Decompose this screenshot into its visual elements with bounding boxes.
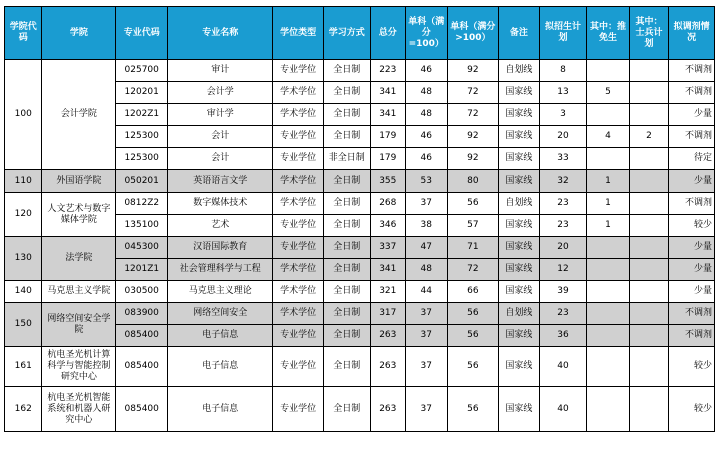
header-degree-type: 学位类型 (273, 7, 324, 60)
soldier-plan-cell (629, 259, 669, 281)
study-mode-cell: 全日制 (324, 387, 371, 432)
study-mode-cell: 全日制 (324, 60, 371, 82)
recommended-cell: 1 (587, 193, 630, 215)
header-adjustment: 拟调剂情况 (669, 7, 715, 60)
total-score-cell: 179 (370, 126, 405, 148)
single-100-cell: 37 (406, 387, 448, 432)
recommended-cell (587, 325, 630, 347)
total-score-cell: 317 (370, 303, 405, 325)
note-cell: 国家线 (499, 170, 540, 193)
soldier-plan-cell (629, 193, 669, 215)
single-over-100-cell: 92 (447, 148, 499, 170)
adjustment-cell: 不调剂 (669, 82, 715, 104)
degree-type-cell: 专业学位 (273, 148, 324, 170)
major-code-cell: 1201Z1 (116, 259, 168, 281)
plan-cell: 40 (539, 347, 587, 387)
table-row (5, 237, 715, 259)
table-row (5, 303, 715, 325)
college-name-cell: 网络空间安全学院 (42, 303, 116, 347)
table-row (5, 347, 715, 387)
adjustment-cell: 少量 (669, 237, 715, 259)
degree-type-cell: 专业学位 (273, 347, 324, 387)
major-code-cell: 135100 (116, 215, 168, 237)
major-name-cell: 电子信息 (168, 347, 273, 387)
single-over-100-cell: 72 (447, 104, 499, 126)
header-major-name: 专业名称 (168, 7, 273, 60)
adjustment-cell: 不调剂 (669, 325, 715, 347)
recommended-cell (587, 347, 630, 387)
study-mode-cell: 全日制 (324, 325, 371, 347)
study-mode-cell: 全日制 (324, 259, 371, 281)
adjustment-cell: 较少 (669, 215, 715, 237)
major-code-cell: 1202Z1 (116, 104, 168, 126)
study-mode-cell: 全日制 (324, 193, 371, 215)
recommended-cell (587, 259, 630, 281)
degree-type-cell: 专业学位 (273, 325, 324, 347)
plan-cell: 33 (539, 148, 587, 170)
header-total-score: 总分 (370, 7, 405, 60)
single-over-100-cell: 72 (447, 82, 499, 104)
study-mode-cell: 非全日制 (324, 148, 371, 170)
note-cell: 自划线 (499, 193, 540, 215)
recommended-cell: 5 (587, 82, 630, 104)
table-row (5, 60, 715, 82)
college-code-cell: 162 (5, 387, 42, 432)
major-code-cell: 085400 (116, 347, 168, 387)
single-100-cell: 48 (406, 82, 448, 104)
total-score-cell: 263 (370, 347, 405, 387)
recommended-cell (587, 303, 630, 325)
single-over-100-cell: 56 (447, 387, 499, 432)
header-row (5, 7, 715, 60)
note-cell: 国家线 (499, 259, 540, 281)
single-100-cell: 37 (406, 303, 448, 325)
adjustment-cell: 少量 (669, 104, 715, 126)
single-100-cell: 47 (406, 237, 448, 259)
major-name-cell: 会计学 (168, 82, 273, 104)
plan-cell: 23 (539, 303, 587, 325)
note-cell: 自划线 (499, 60, 540, 82)
header-college: 学院 (42, 7, 116, 60)
study-mode-cell: 全日制 (324, 237, 371, 259)
degree-type-cell: 专业学位 (273, 126, 324, 148)
major-name-cell: 审计学 (168, 104, 273, 126)
college-code-cell: 150 (5, 303, 42, 347)
admission-table (4, 6, 715, 432)
note-cell: 国家线 (499, 104, 540, 126)
degree-type-cell: 学术学位 (273, 193, 324, 215)
single-over-100-cell: 57 (447, 215, 499, 237)
college-code-cell: 130 (5, 237, 42, 281)
major-code-cell: 083900 (116, 303, 168, 325)
soldier-plan-cell (629, 325, 669, 347)
single-over-100-cell: 92 (447, 60, 499, 82)
note-cell: 国家线 (499, 148, 540, 170)
college-code-cell: 140 (5, 281, 42, 303)
degree-type-cell: 专业学位 (273, 237, 324, 259)
single-100-cell: 48 (406, 104, 448, 126)
adjustment-cell: 少量 (669, 281, 715, 303)
plan-cell: 3 (539, 104, 587, 126)
major-name-cell: 马克思主义理论 (168, 281, 273, 303)
recommended-cell: 1 (587, 215, 630, 237)
major-code-cell: 030500 (116, 281, 168, 303)
adjustment-cell: 较少 (669, 387, 715, 432)
major-name-cell: 审计 (168, 60, 273, 82)
study-mode-cell: 全日制 (324, 126, 371, 148)
table-row (5, 193, 715, 215)
study-mode-cell: 全日制 (324, 104, 371, 126)
plan-cell: 13 (539, 82, 587, 104)
recommended-cell (587, 387, 630, 432)
recommended-cell (587, 237, 630, 259)
college-name-cell: 杭电圣光机智能系统和机器人研究中心 (42, 387, 116, 432)
major-name-cell: 会计 (168, 126, 273, 148)
plan-cell: 40 (539, 387, 587, 432)
total-score-cell: 263 (370, 325, 405, 347)
major-name-cell: 汉语国际教育 (168, 237, 273, 259)
total-score-cell: 355 (370, 170, 405, 193)
table-header (5, 7, 715, 60)
degree-type-cell: 专业学位 (273, 387, 324, 432)
major-code-cell: 025700 (116, 60, 168, 82)
note-cell: 自划线 (499, 303, 540, 325)
major-name-cell: 会计 (168, 148, 273, 170)
table-row (5, 281, 715, 303)
college-code-cell: 100 (5, 60, 42, 170)
single-over-100-cell: 56 (447, 193, 499, 215)
note-cell: 国家线 (499, 82, 540, 104)
college-name-cell: 会计学院 (42, 60, 116, 170)
soldier-plan-cell (629, 347, 669, 387)
header-recommended: 其中：推免生 (587, 7, 630, 60)
college-code-cell: 161 (5, 347, 42, 387)
single-over-100-cell: 66 (447, 281, 499, 303)
total-score-cell: 346 (370, 215, 405, 237)
total-score-cell: 179 (370, 148, 405, 170)
major-code-cell: 0812Z2 (116, 193, 168, 215)
single-100-cell: 37 (406, 325, 448, 347)
header-college-code: 学院代码 (5, 7, 42, 60)
plan-cell: 32 (539, 170, 587, 193)
adjustment-cell: 不调剂 (669, 60, 715, 82)
single-100-cell: 44 (406, 281, 448, 303)
study-mode-cell: 全日制 (324, 347, 371, 387)
recommended-cell (587, 60, 630, 82)
single-over-100-cell: 56 (447, 303, 499, 325)
recommended-cell (587, 148, 630, 170)
plan-cell: 20 (539, 126, 587, 148)
plan-cell: 12 (539, 259, 587, 281)
recommended-cell: 1 (587, 170, 630, 193)
total-score-cell: 337 (370, 237, 405, 259)
degree-type-cell: 学术学位 (273, 82, 324, 104)
header-soldier-plan: 其中：士兵计划 (629, 7, 669, 60)
major-code-cell: 125300 (116, 148, 168, 170)
header-single-100: 单科（满分=100） (406, 7, 448, 60)
note-cell: 国家线 (499, 347, 540, 387)
recommended-cell (587, 104, 630, 126)
total-score-cell: 268 (370, 193, 405, 215)
major-name-cell: 电子信息 (168, 387, 273, 432)
note-cell: 国家线 (499, 325, 540, 347)
college-name-cell: 杭电圣光机计算科学与智能控制研究中心 (42, 347, 116, 387)
degree-type-cell: 专业学位 (273, 215, 324, 237)
total-score-cell: 341 (370, 82, 405, 104)
adjustment-cell: 少量 (669, 259, 715, 281)
plan-cell: 36 (539, 325, 587, 347)
plan-cell: 23 (539, 193, 587, 215)
degree-type-cell: 学术学位 (273, 281, 324, 303)
adjustment-cell: 不调剂 (669, 126, 715, 148)
college-code-cell: 110 (5, 170, 42, 193)
total-score-cell: 341 (370, 104, 405, 126)
major-code-cell: 125300 (116, 126, 168, 148)
study-mode-cell: 全日制 (324, 215, 371, 237)
adjustment-cell: 待定 (669, 148, 715, 170)
total-score-cell: 223 (370, 60, 405, 82)
note-cell: 国家线 (499, 126, 540, 148)
plan-cell: 8 (539, 60, 587, 82)
total-score-cell: 321 (370, 281, 405, 303)
major-code-cell: 120201 (116, 82, 168, 104)
total-score-cell: 341 (370, 259, 405, 281)
single-100-cell: 46 (406, 60, 448, 82)
study-mode-cell: 全日制 (324, 82, 371, 104)
degree-type-cell: 学术学位 (273, 170, 324, 193)
single-100-cell: 46 (406, 126, 448, 148)
major-code-cell: 045300 (116, 237, 168, 259)
single-over-100-cell: 71 (447, 237, 499, 259)
soldier-plan-cell (629, 281, 669, 303)
soldier-plan-cell (629, 237, 669, 259)
table-row (5, 387, 715, 432)
soldier-plan-cell: 2 (629, 126, 669, 148)
adjustment-cell: 少量 (669, 170, 715, 193)
adjustment-cell: 不调剂 (669, 193, 715, 215)
header-major-code: 专业代码 (116, 7, 168, 60)
single-100-cell: 46 (406, 148, 448, 170)
adjustment-cell: 较少 (669, 347, 715, 387)
study-mode-cell: 全日制 (324, 281, 371, 303)
note-cell: 国家线 (499, 237, 540, 259)
major-code-cell: 085400 (116, 325, 168, 347)
major-name-cell: 艺术 (168, 215, 273, 237)
recommended-cell (587, 281, 630, 303)
header-single-over-100: 单科（满分>100） (447, 7, 499, 60)
soldier-plan-cell (629, 303, 669, 325)
college-name-cell: 马克思主义学院 (42, 281, 116, 303)
single-100-cell: 37 (406, 193, 448, 215)
soldier-plan-cell (629, 148, 669, 170)
admission-table-container (4, 6, 715, 432)
header-study-mode: 学习方式 (324, 7, 371, 60)
major-name-cell: 电子信息 (168, 325, 273, 347)
header-note: 备注 (499, 7, 540, 60)
adjustment-cell: 不调剂 (669, 303, 715, 325)
plan-cell: 23 (539, 215, 587, 237)
single-100-cell: 53 (406, 170, 448, 193)
soldier-plan-cell (629, 170, 669, 193)
header-plan: 拟招生计划 (539, 7, 587, 60)
college-name-cell: 外国语学院 (42, 170, 116, 193)
soldier-plan-cell (629, 60, 669, 82)
plan-cell: 39 (539, 281, 587, 303)
single-100-cell: 37 (406, 347, 448, 387)
single-over-100-cell: 72 (447, 259, 499, 281)
major-name-cell: 数字媒体技术 (168, 193, 273, 215)
study-mode-cell: 全日制 (324, 170, 371, 193)
single-over-100-cell: 92 (447, 126, 499, 148)
single-over-100-cell: 80 (447, 170, 499, 193)
soldier-plan-cell (629, 215, 669, 237)
soldier-plan-cell (629, 387, 669, 432)
note-cell: 国家线 (499, 281, 540, 303)
single-over-100-cell: 56 (447, 325, 499, 347)
single-over-100-cell: 56 (447, 347, 499, 387)
college-name-cell: 法学院 (42, 237, 116, 281)
college-name-cell: 人文艺术与数字媒体学院 (42, 193, 116, 237)
major-code-cell: 085400 (116, 387, 168, 432)
table-row (5, 170, 715, 193)
plan-cell: 20 (539, 237, 587, 259)
degree-type-cell: 学术学位 (273, 303, 324, 325)
degree-type-cell: 学术学位 (273, 259, 324, 281)
soldier-plan-cell (629, 82, 669, 104)
degree-type-cell: 专业学位 (273, 60, 324, 82)
single-100-cell: 48 (406, 259, 448, 281)
table-body (5, 60, 715, 432)
soldier-plan-cell (629, 104, 669, 126)
recommended-cell: 4 (587, 126, 630, 148)
note-cell: 国家线 (499, 387, 540, 432)
major-code-cell: 050201 (116, 170, 168, 193)
major-name-cell: 英语语言文学 (168, 170, 273, 193)
study-mode-cell: 全日制 (324, 303, 371, 325)
total-score-cell: 263 (370, 387, 405, 432)
major-name-cell: 社会管理科学与工程 (168, 259, 273, 281)
degree-type-cell: 学术学位 (273, 104, 324, 126)
major-name-cell: 网络空间安全 (168, 303, 273, 325)
single-100-cell: 38 (406, 215, 448, 237)
note-cell: 国家线 (499, 215, 540, 237)
college-code-cell: 120 (5, 193, 42, 237)
